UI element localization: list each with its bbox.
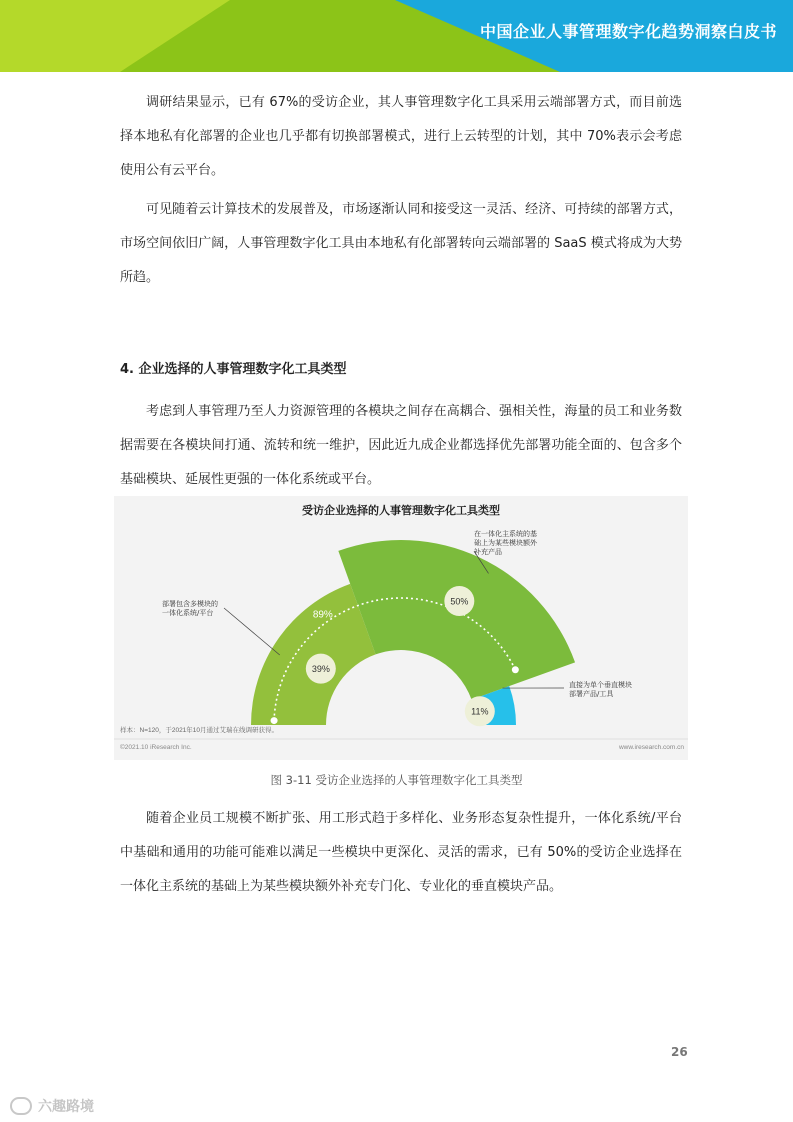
figure-caption: 图 3-11 受访企业选择的人事管理数字化工具类型 <box>270 773 523 787</box>
callout-label-1: 部署包含多模块的一体化系统/平台 <box>162 600 218 617</box>
value-label-3: 11% <box>471 706 489 717</box>
watermark-logo-icon <box>10 1097 32 1115</box>
callout-label-3: 直接为单个垂直模块部署产品/工具 <box>569 681 632 698</box>
combined-arc-end-dot <box>512 666 519 673</box>
value-label-1: 39% <box>311 664 330 675</box>
callout-label-2: 在一体化主系统的基础上为某些模块额外补充产品 <box>474 530 537 556</box>
watermark-text: 六趣路境 <box>38 1099 94 1115</box>
chart-note: 样本：N=120，于2021年10月通过艾瑞在线调研获得。 <box>120 727 279 734</box>
chart-title: 受访企业选择的人事管理数字化工具类型 <box>302 505 500 517</box>
page-number: 26 <box>671 1045 688 1059</box>
section-paragraph: 考虑到人事管理乃至人力资源管理的各模块之间存在高耦合、强相关性，海量的员工和业务数据需要在各模块间打通、流转和统一维护，因此近九成企业都选择优先部署功能全面的、包含多个基础模块、延展性更强的一体化系统或平台。 <box>120 404 682 487</box>
body-paragraph-1: 调研结果显示，已有 67%的受访企业，其人事管理数字化工具采用云端部署方式，而目前选择本地私有化部署的企业也几乎都有切换部署模式，进行上云转型的计划，其中 70%表示会考虑使用公有云平台。 <box>120 95 682 178</box>
section-heading: 4. 企业选择的人事管理数字化工具类型 <box>120 362 347 377</box>
chart-copyright: ©2021.10 iResearch Inc. <box>120 744 192 751</box>
combined-arc-start-dot <box>271 717 278 724</box>
body-paragraph-2: 可见随着云计算技术的发展普及，市场逐渐认同和接受这一灵活、经济、可持续的部署方式，市场空间依旧广阔，人事管理数字化工具由本地私有化部署转向云端部署的 SaaS 模式将成为大势所趋。 <box>120 202 682 285</box>
value-label-2: 50% <box>450 596 469 607</box>
chart-site: www.iresearch.com.cn <box>618 744 684 751</box>
figure-chart <box>114 496 688 760</box>
header-title: 中国企业人事管理数字化趋势洞察白皮书 <box>479 22 777 41</box>
page-header <box>0 0 793 72</box>
semi-donut-chart <box>114 496 688 760</box>
watermark <box>10 1096 94 1116</box>
combined-percent-label: 89% <box>312 609 333 621</box>
closing-paragraph: 随着企业员工规模不断扩张、用工形式趋于多样化、业务形态复杂性提升，一体化系统/平台中基础和通用的功能可能难以满足一些模块中更深化、灵活的需求，已有 50%的受访企业选择在一体化主系统的基础上为某些模块额外补充专门化、专业化的垂直模块产品。 <box>120 811 682 894</box>
